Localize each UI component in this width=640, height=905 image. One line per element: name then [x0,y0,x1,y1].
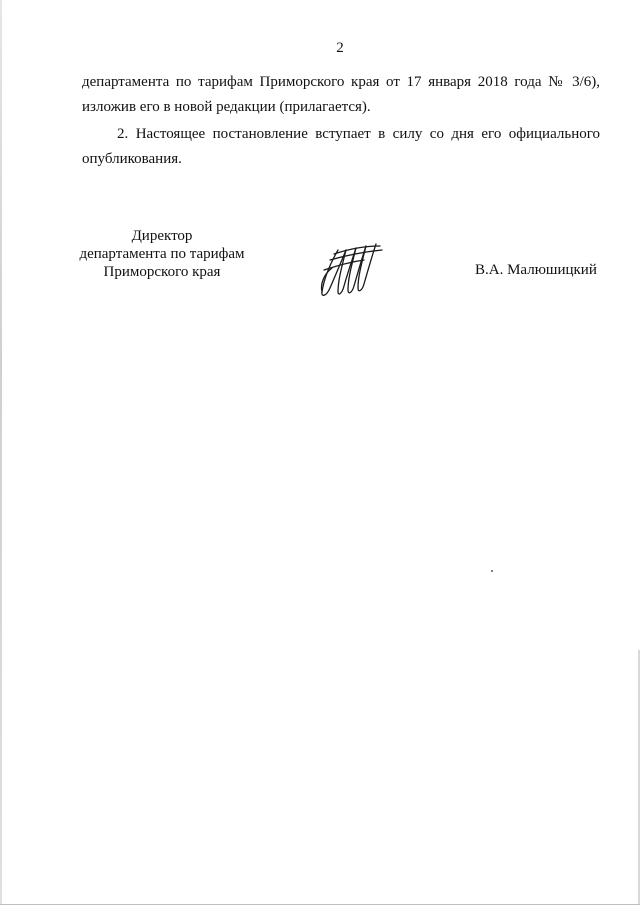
signatory-name: В.А. Малюшицкий [475,262,597,278]
position-line: Директор [131,228,193,244]
page-number: 2 [336,40,344,56]
position-line: Приморского края [103,264,221,280]
paragraph-line: департамента по тарифам Приморского края от 17 января 2018 года № 3/6), [82,74,600,90]
scan-edge-left [0,0,2,905]
paragraph-line: 2. Настоящее постановление вступает в силу со дня его официального [117,126,600,142]
handwritten-signature [316,240,386,300]
scan-speck [491,570,493,572]
position-line: департамента по тарифам [79,246,245,262]
signatory-position [72,227,252,281]
paragraph-line: изложив его в новой редакции (прилагается). [82,99,371,115]
paragraph-item-2 [82,122,600,172]
paragraph-continuation [82,70,600,120]
paragraph-line: опубликования. [82,151,182,167]
